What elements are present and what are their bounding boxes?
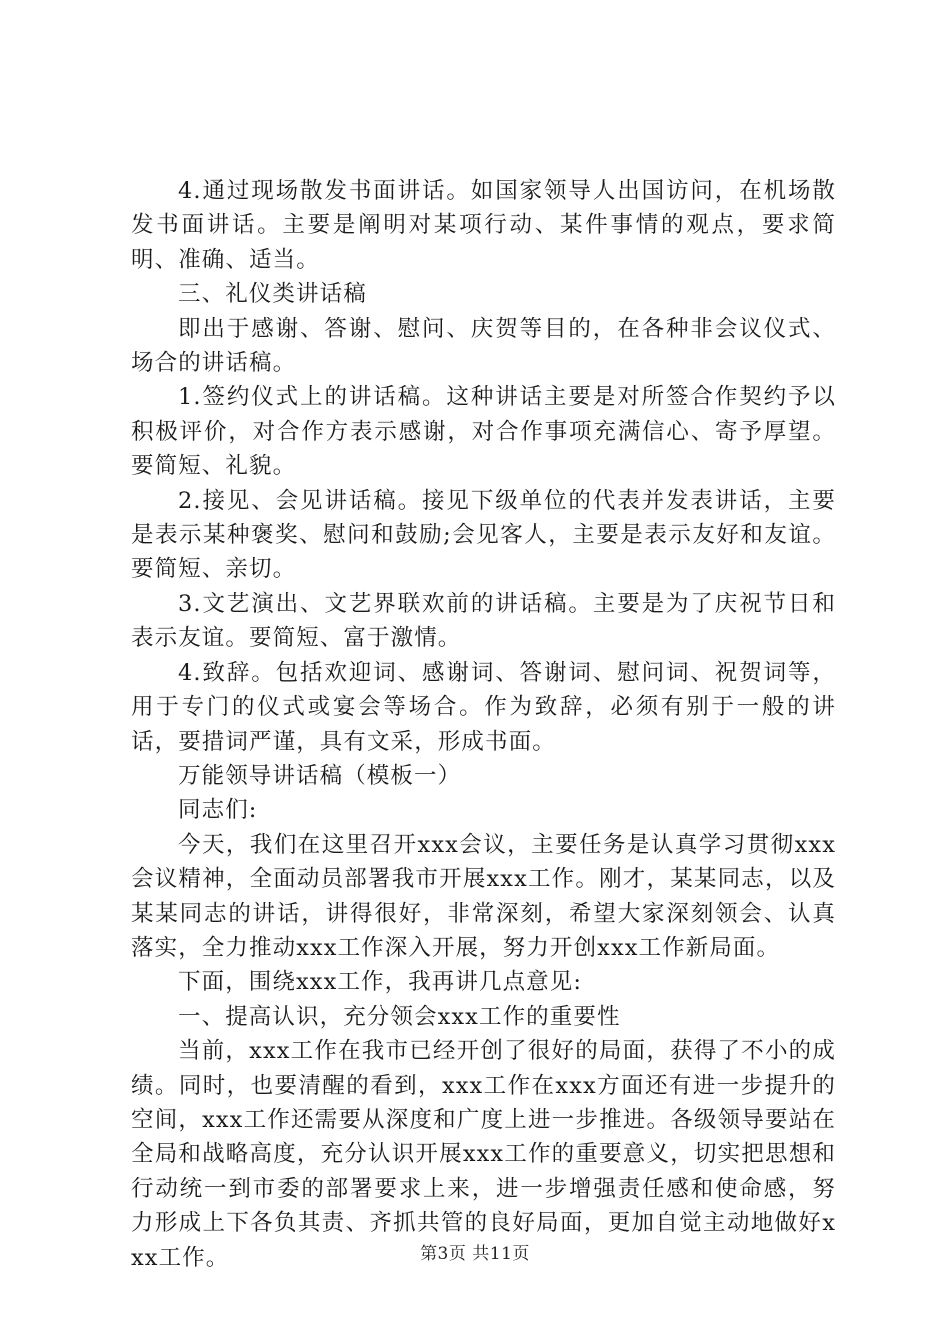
salutation: 同志们: <box>178 797 258 824</box>
paragraph-opening: 今天，我们在这里召开xxx会议，主要任务是认真学习贯彻xxx会议精神，全面动员部署我市开展xxx工作。刚才，某某同志，以及某某同志的讲话，讲得很好，非常深刻，希望大家深刻领会、认真落实，全力推动xxx工作深入开展，努力开创xxx工作新局面。 <box>131 831 836 961</box>
paragraph-transition: 下面，围绕xxx工作，我再讲几点意见: <box>178 969 583 996</box>
paragraph-performance: 3.文艺演出、文艺界联欢前的讲话稿。主要是为了庆祝节日和表示友谊。要简短、富于激情。 <box>131 590 836 652</box>
document-body <box>131 174 836 1275</box>
section-heading-awareness: 一、提高认识，充分领会xxx工作的重要性 <box>178 1003 621 1030</box>
paragraph-written-speech: 4.通过现场散发书面讲话。如国家领导人出国访问，在机场散发书面讲话。主要是阐明对某项行动、某件事情的观点，要求简明、准确、适当。 <box>131 178 836 273</box>
section-heading-ceremonial: 三、礼仪类讲话稿 <box>178 281 367 308</box>
template-title: 万能领导讲话稿（模板一） <box>178 762 462 789</box>
paragraph-signing-ceremony: 1.签约仪式上的讲话稿。这种讲话主要是对所签合作契约予以积极评价，对合作方表示感谢，对合作事项充满信心、寄予厚望。要简短、礼貌。 <box>131 384 836 480</box>
paragraph-current-situation: 当前，xxx工作在我市已经开创了很好的局面，获得了不小的成绩。同时，也要清醒的看到，xxx工作在xxx方面还有进一步提升的空间，xxx工作还需要从深度和广度上进一步推进。各级领导要站在全局和战略高度，充分认识开展xxx工作的重要意义，切实把思想和行动统一到市委的部署要求上来，进一步增强责任感和使命感，努力形成上下各负其责、齐抓共管的良好局面，更加自觉主动地做好xxx工作。 <box>131 1038 836 1271</box>
paragraph-reception-meeting: 2.接见、会见讲话稿。接见下级单位的代表并发表讲话，主要是表示某种褒奖、慰问和鼓励;会见客人，主要是表示友好和友谊。要简短、亲切。 <box>131 487 836 583</box>
page-number-footer: 第3页 共11页 <box>420 1244 530 1264</box>
paragraph-address: 4.致辞。包括欢迎词、感谢词、答谢词、慰问词、祝贺词等，用于专门的仪式或宴会等场合。作为致辞，必须有别于一般的讲话，要措词严谨，具有文采，形成书面。 <box>131 659 836 755</box>
paragraph-ceremonial-intro: 即出于感谢、答谢、慰问、庆贺等目的，在各种非会议仪式、场合的讲话稿。 <box>131 315 836 377</box>
